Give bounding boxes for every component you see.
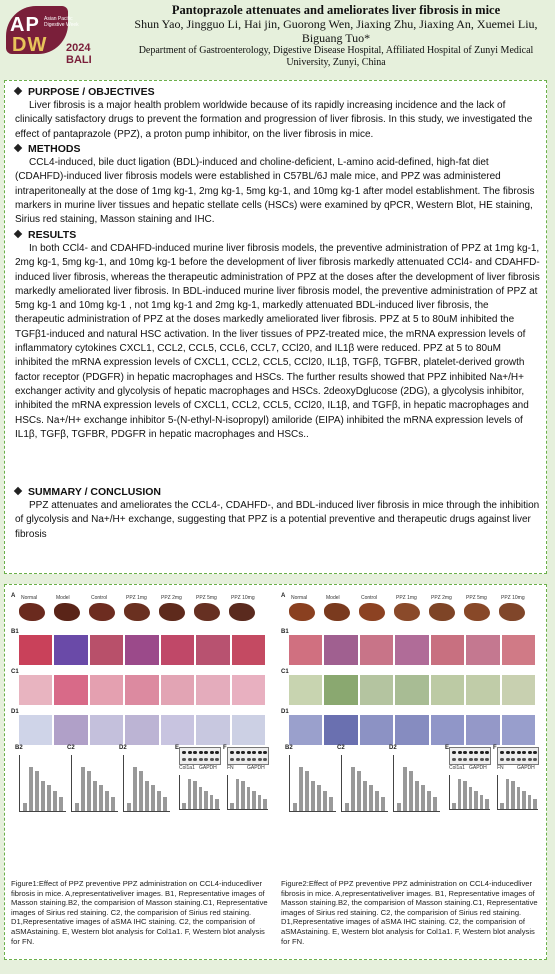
chart-bar [105,791,109,811]
logo-acronym-bottom: DW [12,34,48,56]
diamond-bullet-icon [14,87,22,95]
chart-bar [506,779,510,809]
blot-band [204,758,208,761]
blot-loading-label: GAPDH [469,765,487,771]
blot-band [533,751,537,754]
blot-band [210,758,214,761]
bar-chart [227,775,268,810]
micrograph-image [466,675,499,705]
blot-target-label: Col1a1 [179,765,195,771]
group-label: Control [91,595,108,601]
poster-header [0,0,555,72]
blot-band [474,751,478,754]
blot-band [463,758,467,761]
liver-image [19,603,45,621]
blot-loading-label: GAPDH [517,765,535,771]
blot-band [485,758,489,761]
chart-bar [533,799,537,809]
chart-bar [500,803,504,809]
chart-bar [421,785,425,811]
micrograph-image [161,635,194,665]
chart-bar [485,799,489,809]
panel-label: E [175,745,180,751]
blot-band [533,758,537,761]
section-body: Liver fibrosis is a major health problem worldwide because of its rapidly increasing incidence and the lack of clinically satisfactory drugs to prevent the formation and progression of liver fibrosis. In this study, we investigated the effect of pantaprazole (PPZ), a proton pump inhibitor, on the liver fibrosis in mice. [15,100,533,140]
chart-bar [452,803,456,809]
micrograph-image [125,675,158,705]
chart-bar [23,803,27,811]
chart-bar [329,797,333,811]
conference-logo [2,4,114,66]
liver-image [89,603,115,621]
blot-band [506,751,510,754]
panel-label: C1 [11,669,19,675]
figure-1 [11,593,267,875]
chart-bar [230,803,234,809]
micrograph-image [431,715,464,745]
title-block [118,2,554,70]
micrograph-image [289,635,322,665]
micrograph-row [19,715,265,745]
abstract-panel [4,80,547,574]
micrograph-row [289,675,535,705]
chart-bar [311,781,315,811]
chart-bar [99,785,103,811]
liver-image [394,603,420,621]
chart-bar [258,795,262,809]
section-body: CCL4-induced, bile duct ligation (BDL)-induced and choline-deficient, L-amino acid-defined, high-fat diet (CDAHFD)-induced liver fibrosis models were established in C57BL/6J male mice, and PPZ was administered intraperitoneally at the dose of 1mg kg-1, 2mg kg-1, 5mg kg-1, and 10mg kg-1 after model establishment. The fibrosis markers in murine liver tissues and hepatic stellate cells (HSCs) were examined by qPCR, Western Blot, HE staining, Sirius red staining, Masson staining and IHC. [15,157,535,226]
micrograph-image [196,715,229,745]
blot-band [188,758,192,761]
section-body: In both CCl4- and CDAHFD-induced murine liver fibrosis models, the preventive administration of PPZ at 1mg kg-1, 2mg kg-1, 5mg kg-1, and 10mg kg-1 before the development of liver fibrosis markedly attenuated CCl4- and CDAHFD-induced liver fibrosis, whereas the therapeutic administration of PPZ at the doses after the development of liver fibrosis markedly ameliorated liver fibrosis. In BDL-induced murine liver fibrosis model, the preventive administration of PPZ at 5mg kg-1 and 10mg kg-1 , not 1mg kg-1 and 2mg kg-1, markedly attenuated BDL-induced liver fibrosis, the therapeutic administration of PPZ at the doses markedly ameliorated liver fibrosis. PPZ at 5 to 80uM inhibited the TGFβ1-induced and natural HSC activation. In the liver tissues of PPZ-treated mice, the mRNA expression levels of inflammatory cytokines CXCL1, CCL2, CCL5, CCL6, CCL7, CCl20, and IL1β were reduced. PPZ at 5 to 80uM inhibited the mRNA expression levels of CXCL1, CCL2, CCL5, CCl20, IL1β, TGFβ, TGFBR, platelet-derived growth factor receptor (PDGFR) in hepatic macrophages and HSCs. The further results showed that PPZ inhibited Na+/H+ exchanger activity and glycolysis of hepatic macrophages and HSCs. 2deoxyDglucose (2DG), a glycolysis inhibitor, inhibited the mRNA expression levels of CXCL1, CCL2, CCL5, CCl20, IL1β, and TGFβ, in hepatic macrophages and HSCs. Na+/H+ exchange inhibitor 5-(N-ethyl-N-isopropyl) amiloride (EIPA) inhibited the mRNA expression levels of IL1β, TGFβ, TGFBR, PDGFR in hepatic macrophages and HSCs.. [15,243,540,440]
blot-band [517,751,521,754]
blot-band [258,751,262,754]
blot-band [517,758,521,761]
liver-image [359,603,385,621]
blot-band [215,758,219,761]
blot-band [193,758,197,761]
chart-bar [252,791,256,809]
chart-bar [29,767,33,811]
chart-bar [210,795,214,809]
micrograph-image [395,715,428,745]
blot-band [236,751,240,754]
blot-band [182,751,186,754]
micrograph-image [431,635,464,665]
group-label: Model [326,595,340,601]
blot-band [463,751,467,754]
micrograph-image [395,635,428,665]
chart-bar [305,771,309,811]
bar-chart [449,775,490,810]
micrograph-image [232,675,265,705]
blot-band [236,758,240,761]
group-label: Normal [291,595,308,601]
chart-bar [522,791,526,809]
panel-label: A [281,593,286,599]
blot-band [188,751,192,754]
chart-bar [427,791,431,811]
micrograph-image [19,675,52,705]
chart-bar [127,803,131,811]
micrograph-image [324,635,357,665]
blot-loading-label: GAPDH [247,765,265,771]
chart-bar [363,781,367,811]
blot-band [263,751,267,754]
chart-bar [317,785,321,811]
group-label: PPZ 10mg [501,595,525,601]
blot-band [458,751,462,754]
chart-bar [47,785,51,811]
micrograph-image [324,715,357,745]
blot-band [258,758,262,761]
panel-label: C2 [67,745,75,751]
micrograph-image [360,675,393,705]
micrograph-image [232,715,265,745]
chart-bar [299,767,303,811]
chart-bar [517,787,521,809]
chart-bar [293,803,297,811]
affiliation: Department of Gastroenterology, Digestive Disease Hospital, Affiliated Hospital of Zunyi Medical University, Zunyi, China [138,45,534,68]
logo-acronym-top: AP [10,14,40,36]
figure-2-caption: Figure2:Effect of PPZ preventive PPZ administration on CCL4-inducedliver fibrosis in mice. A,representativeliver images. B1, Representative images of Masson staining.B2, the comparision of Masson staining.C1, Representative images of Sirius red staining. C2, the comparision of Sirius red staining. D1,Representative images of aSMA IHC staining. C2, the comparision of aSMAstaining. E, Western blot analysis for Col1a1. F, Western blot analysis for FN. [281,879,538,946]
bar-chart [341,755,388,812]
blot-band [480,751,484,754]
chart-bar [236,779,240,809]
chart-bar [188,779,192,809]
micrograph-image [19,715,52,745]
group-label: PPZ 1mg [396,595,417,601]
micrograph-image [502,675,535,705]
bar-chart [289,755,336,812]
liver-image [124,603,150,621]
blot-band [182,758,186,761]
diamond-bullet-icon [14,230,22,238]
western-blot-image [449,747,491,765]
bar-chart [71,755,118,812]
figures-panel [4,584,547,960]
blot-band [485,751,489,754]
chart-bar [199,787,203,809]
blot-band [230,758,234,761]
micrograph-image [125,635,158,665]
liver-image [54,603,80,621]
chart-bar [458,779,462,809]
micrograph-image [466,715,499,745]
panel-label: C1 [281,669,289,675]
blot-band [252,751,256,754]
micrograph-image [324,675,357,705]
liver-image [229,603,255,621]
chart-bar [139,771,143,811]
blot-band [458,758,462,761]
chart-bar [403,767,407,811]
blot-band [452,758,456,761]
blot-band [522,758,526,761]
panel-label: B2 [15,745,23,751]
micrograph-row [289,715,535,745]
chart-bar [357,771,361,811]
chart-bar [463,781,467,809]
chart-bar [375,791,379,811]
quantification-row [285,745,535,813]
chart-bar [409,771,413,811]
micrograph-row [19,675,265,705]
logo-tagline: Asian Pacific Digestive Week [44,16,79,28]
chart-bar [415,781,419,811]
panel-label: C2 [337,745,345,751]
bar-chart [19,755,66,812]
chart-bar [204,791,208,809]
panel-label: B1 [281,629,289,635]
blot-band [199,758,203,761]
panel-label: D2 [119,745,127,751]
chart-bar [469,787,473,809]
micrograph-image [54,715,87,745]
western-blot-image [497,747,539,765]
chart-bar [433,797,437,811]
blot-band [193,751,197,754]
section-heading: PURPOSE / OBJECTIVES [15,86,540,99]
blot-band [252,758,256,761]
blot-band [528,758,532,761]
micrograph-image [196,635,229,665]
blot-band [480,758,484,761]
panel-label: D1 [281,709,289,715]
chart-bar [345,803,349,811]
liver-image [194,603,220,621]
micrograph-image [90,675,123,705]
panel-label: B1 [11,629,19,635]
micrograph-image [289,675,322,705]
micrograph-image [161,715,194,745]
chart-bar [41,781,45,811]
group-label: Model [56,595,70,601]
micrograph-image [232,635,265,665]
micrograph-image [289,715,322,745]
micrograph-image [431,675,464,705]
blot-band [204,751,208,754]
chart-bar [193,781,197,809]
section-heading: SUMMARY / CONCLUSION [15,486,540,499]
blot-band [241,751,245,754]
panel-label: F [223,745,227,751]
panel-label: A [11,593,16,599]
liver-image [289,603,315,621]
blot-target-label: Col1a1 [449,765,465,771]
methods-section [15,143,540,227]
chart-bar [145,781,149,811]
bar-chart [393,755,440,812]
summary-section [15,486,540,542]
chart-bar [474,791,478,809]
figure-1-caption: Figure1:Effect of PPZ preventive PPZ administration on CCL4-inducedliver fibrosis in mice. A,representativeliver images. B1, Representative images of Masson staining.B2, the comparision of Masson staining.C1, Representative images of Sirius red staining. C2, the comparision of Sirius red staining. D1,Representative images of aSMA IHC staining. C2, the comparision of aSMAstaining. E, Western blot analysis for Col1a1. F, Western blot analysis for FN. [11,879,268,946]
liver-image [429,603,455,621]
liver-image [499,603,525,621]
chart-bar [369,785,373,811]
section-heading: METHODS [15,143,540,156]
micrograph-image [395,675,428,705]
micrograph-image [19,635,52,665]
results-section [15,229,540,442]
panel-label: D1 [11,709,19,715]
blot-band [522,751,526,754]
blot-band [241,758,245,761]
blot-band [506,758,510,761]
chart-bar [351,767,355,811]
chart-bar [53,791,57,811]
panel-label: D2 [389,745,397,751]
bar-chart [123,755,170,812]
chart-bar [263,799,267,809]
figure-2 [281,593,537,875]
blot-band [528,751,532,754]
author-list: Shun Yao, Jingguo Li, Hai jin, Guorong Wen, Jiaxing Zhu, Jiaxing An, Xuemei Liu, Biguang Tuo* [134,17,538,45]
blot-band [263,758,267,761]
blot-band [500,758,504,761]
western-blot-image [179,747,221,765]
micrograph-image [502,635,535,665]
group-label: Normal [21,595,38,601]
blot-target-label: FN [497,765,504,771]
micrograph-image [161,675,194,705]
micrograph-image [54,635,87,665]
quantification-row [15,745,265,813]
liver-image [159,603,185,621]
micrograph-image [125,715,158,745]
micrograph-image [466,635,499,665]
chart-bar [528,795,532,809]
blot-band [199,751,203,754]
blot-band [511,758,515,761]
chart-bar [182,803,186,809]
group-label: PPZ 10mg [231,595,255,601]
chart-bar [93,781,97,811]
chart-bar [35,771,39,811]
micrograph-image [360,715,393,745]
chart-bar [397,803,401,811]
chart-bar [247,787,251,809]
micrograph-image [502,715,535,745]
chart-bar [381,797,385,811]
blot-band [469,758,473,761]
liver-image [324,603,350,621]
micrograph-row [289,635,535,665]
bar-chart [497,775,538,810]
blot-band [469,751,473,754]
micrograph-image [54,675,87,705]
panel-label: E [445,745,450,751]
chart-bar [75,803,79,811]
western-blot-image [227,747,269,765]
diamond-bullet-icon [14,144,22,152]
blot-band [247,758,251,761]
chart-bar [323,791,327,811]
blot-band [511,751,515,754]
chart-bar [151,785,155,811]
diamond-bullet-icon [14,487,22,495]
poster-title: Pantoprazole attenuates and ameliorates liver fibrosis in mice [171,3,501,17]
blot-band [215,751,219,754]
blot-band [230,751,234,754]
group-label: PPZ 1mg [126,595,147,601]
group-label: PPZ 5mg [466,595,487,601]
chart-bar [511,781,515,809]
group-label: PPZ 2mg [431,595,452,601]
chart-bar [157,791,161,811]
blot-band [500,751,504,754]
micrograph-image [90,715,123,745]
panel-label: B2 [285,745,293,751]
chart-bar [163,797,167,811]
group-label: PPZ 2mg [161,595,182,601]
blot-band [474,758,478,761]
chart-bar [87,771,91,811]
chart-bar [241,781,245,809]
liver-image [464,603,490,621]
bar-chart [179,775,220,810]
blot-band [452,751,456,754]
panel-label: F [493,745,497,751]
group-label: PPZ 5mg [196,595,217,601]
micrograph-image [90,635,123,665]
chart-bar [133,767,137,811]
logo-year: 2024 BALI [66,42,92,66]
chart-bar [59,797,63,811]
blot-target-label: FN [227,765,234,771]
blot-band [247,751,251,754]
purpose-section [15,86,540,142]
micrograph-image [360,635,393,665]
group-label: Control [361,595,378,601]
section-body: PPZ attenuates and ameliorates the CCL4-, CDAHFD-, and BDL-induced liver fibrosis in mice through the inhibition of glycolysis and Na+/H+ exchange, suggesting that PPZ is a potential preventive and therapeutic drugs against liver fibrosis [15,500,540,540]
blot-loading-label: GAPDH [199,765,217,771]
micrograph-row [19,635,265,665]
chart-bar [480,795,484,809]
micrograph-image [196,675,229,705]
chart-bar [215,799,219,809]
chart-bar [81,767,85,811]
blot-band [210,751,214,754]
section-heading: RESULTS [15,229,540,242]
chart-bar [111,797,115,811]
